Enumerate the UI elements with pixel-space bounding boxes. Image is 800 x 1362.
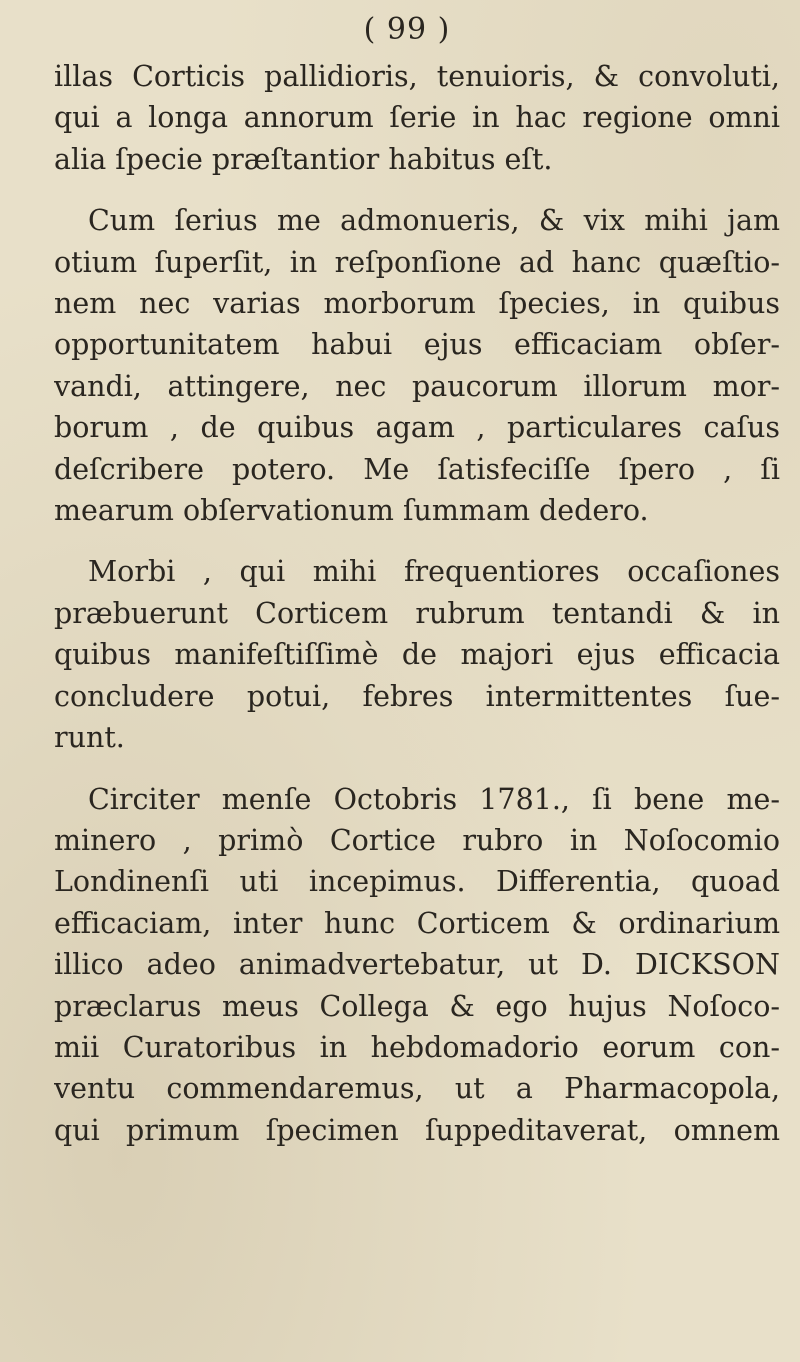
text-line: mii Curatoribus in hebdomadorio eorum con- [54,1030,780,1064]
text-line: qui a longa annorum ſerie in hac regione omni [54,101,780,135]
text-line: qui primum ſpecimen ſuppeditaverat, omnem [54,1113,780,1147]
text-line: opportunitatem habui ejus efficaciam obſer- [54,328,780,362]
paragraph-gap [54,531,780,551]
text-line: borum , de quibus agam , particulares caſus [54,411,780,445]
text-line: otium ſuperſit, in reſponſione ad hanc quæſtio- [54,245,780,279]
text-line: illico adeo animadvertebatur, ut D. DICKSON [54,948,780,982]
text-line: Londinenſi uti incepimus. Differentia, quoad [54,865,780,899]
text-line: vandi, attingere, nec paucorum illorum mor- [54,369,780,403]
text-line: ventu commendaremus, ut a Pharmacopola, [54,1072,780,1106]
paragraph-1 [54,56,780,180]
text-line: minero , primò Cortice rubro in Noſocomio [54,823,780,857]
text-line: efficaciam, inter hunc Corticem & ordinarium [54,906,780,940]
paragraph-3 [54,551,780,758]
text-line: præbuerunt Corticem rubrum tentandi & in [54,596,780,630]
text-line: illas Corticis pallidioris, tenuioris, & convoluti, [54,60,780,93]
page-number: ( 99 ) [363,12,451,47]
paragraph-4 [54,779,780,1152]
paragraph-gap [54,759,780,779]
text-line: præclarus meus Collega & ego hujus Noſoco- [54,989,780,1023]
text-line: nem nec varias morborum ſpecies, in quibus [54,287,780,321]
text-line: quibus manifeſtiſſimè de majori ejus efficacia [54,638,780,672]
text-line: runt. [54,721,125,755]
text-line: Circiter menſe Octobris 1781., ſi bene me- [88,782,780,816]
text-line: concludere potui, febres intermittentes ſue- [54,679,780,713]
text-line: mearum obſervationum ſummam dedero. [54,494,649,528]
text-line: Morbi , qui mihi frequentiores occaſiones [88,555,780,589]
paragraph-gap [54,180,780,200]
paragraph-2 [54,200,780,531]
text-line: alia ſpecie præſtantior habitus eſt. [54,142,553,176]
text-line: deſcribere potero. Me ſatisfeciſſe ſpero , ſi [54,452,780,486]
text-line: Cum ſerius me admonueris, & vix mihi jam [88,204,780,238]
